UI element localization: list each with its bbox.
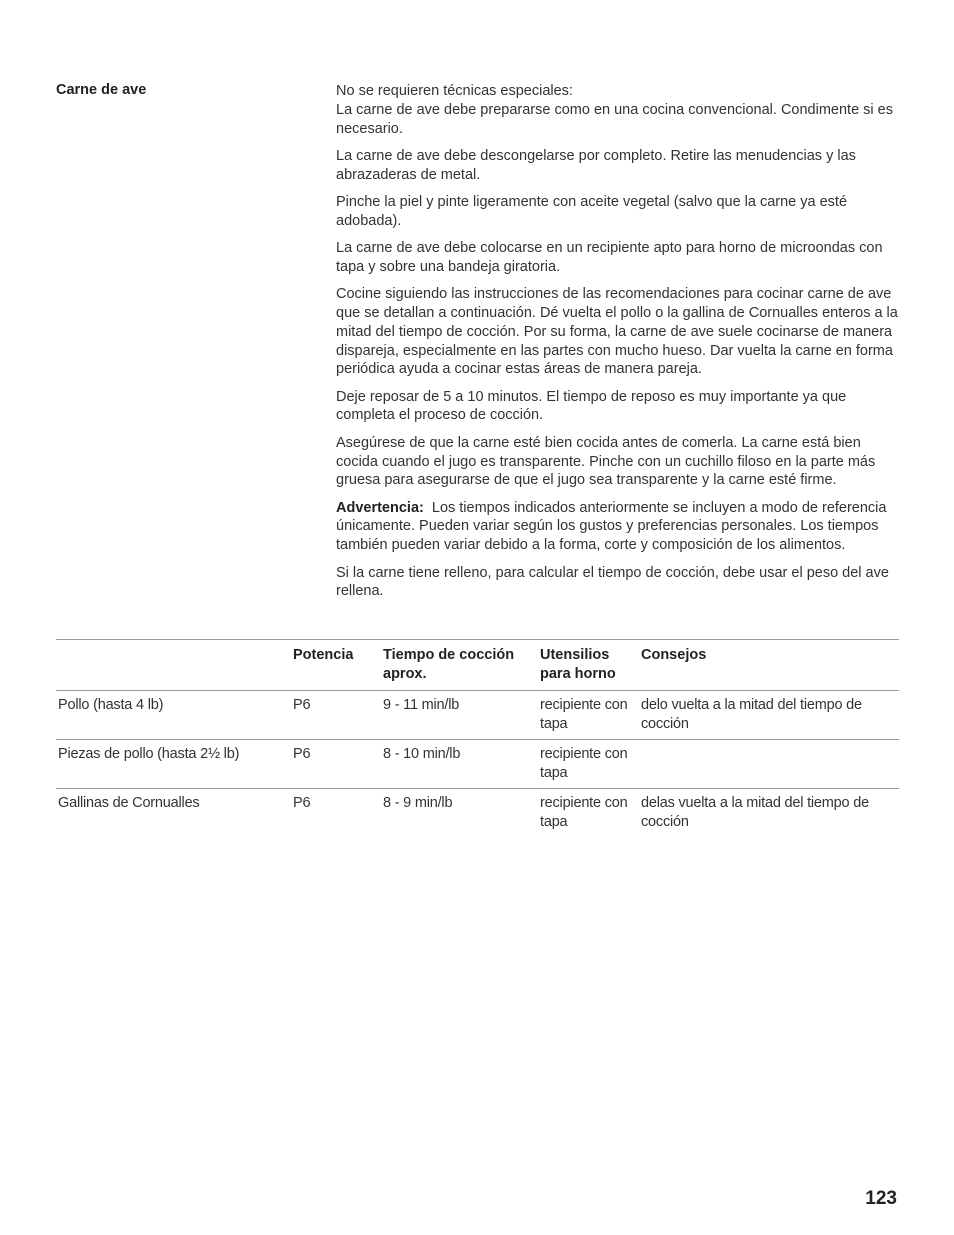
paragraph: Deje reposar de 5 a 10 minutos. El tiempo de reposo es muy importante ya que completa el proceso de cocción. [336,388,847,424]
cell-time: 8 - 10 min/lb [383,740,540,789]
table-row [56,789,899,838]
paragraph: Asegúrese de que la carne esté bien cocida antes de comerla. La carne está bien cocida cuando el jugo es transparente. Pinche con un cuchillo filoso en la parte más gruesa para asegurarse de que el jugo sea transparente y la carne esté firme. [336,434,876,489]
paragraph: La carne de ave debe descongelarse por completo. Retire las menudencias y las abrazaderas de metal. [336,147,856,183]
cooking-table [56,639,899,837]
cell-food: Piezas de pollo (hasta 2½ lb) [56,740,293,789]
section-heading: Carne de ave [56,82,147,98]
header-time: Tiempo de cocción aprox. [383,640,540,691]
table-row [56,691,899,740]
paragraph: Cocine siguiendo las instrucciones de las recomendaciones para cocinar carne de ave que se detallan a continuación. Dé vuelta el pollo o la gallina de Cornualles enteros a la mitad del tiempo de cocción. Por su forma, la carne de ave suele cocinarse de manera dispareja, especialmente en las partes con mucho hueso. Dar vuelta la carne en forma periódica ayuda a cocinar estas áreas de manera pareja. [336,286,898,378]
header-power: Potencia [293,640,383,691]
paragraph: Pinche la piel y pinte ligeramente con aceite vegetal (salvo que la carne ya esté adobada). [336,193,848,229]
paragraph: La carne de ave debe colocarse en un recipiente apto para horno de microondas con tapa y sobre una bandeja giratoria. [336,240,883,275]
cell-power: P6 [293,691,383,740]
paragraph-intro [336,82,904,138]
warning-paragraph [336,499,904,555]
paragraph-line: La carne de ave debe prepararse como en una cocina convencional. Condimente si es necesario. [336,101,893,137]
warning-text: Los tiempos indicados anteriormente se incluyen a modo de referencia únicamente. Pueden variar según los gustos y preferencias personales. Los tiempos también pueden variar debido a la forma, corte y composición de los alimentos. [336,499,887,554]
cell-time: 9 - 11 min/lb [383,691,540,740]
cell-tips [641,740,899,789]
cell-tips: delo vuelta a la mitad del tiempo de cocción [641,691,899,740]
table-row [56,740,899,789]
page-number: 123 [865,1188,897,1209]
header-tips: Consejos [641,640,899,691]
cell-food: Gallinas de Cornualles [58,795,200,811]
cell-power: P6 [293,740,383,789]
header-utensils: Utensilios para horno [540,640,641,691]
cell-time: 8 - 9 min/lb [383,795,453,811]
header-food [56,640,293,691]
cell-tips: delas vuelta a la mitad del tiempo de cocción [641,795,869,830]
paragraph-final: Si la carne tiene relleno, para calcular el tiempo de cocción, debe usar el peso del ave rellena. [336,564,889,600]
table-header-row [56,640,899,691]
paragraph-line: No se requieren técnicas especiales: [336,83,573,99]
body-text [336,82,904,610]
cell-food: Pollo (hasta 4 lb) [56,691,293,740]
cell-utensils: recipiente con tapa [540,691,641,740]
warning-label: Advertencia: [336,499,424,516]
cell-utensils: recipiente con tapa [540,740,641,789]
cell-utensils: recipiente con tapa [540,795,628,830]
cell-power: P6 [293,795,311,811]
